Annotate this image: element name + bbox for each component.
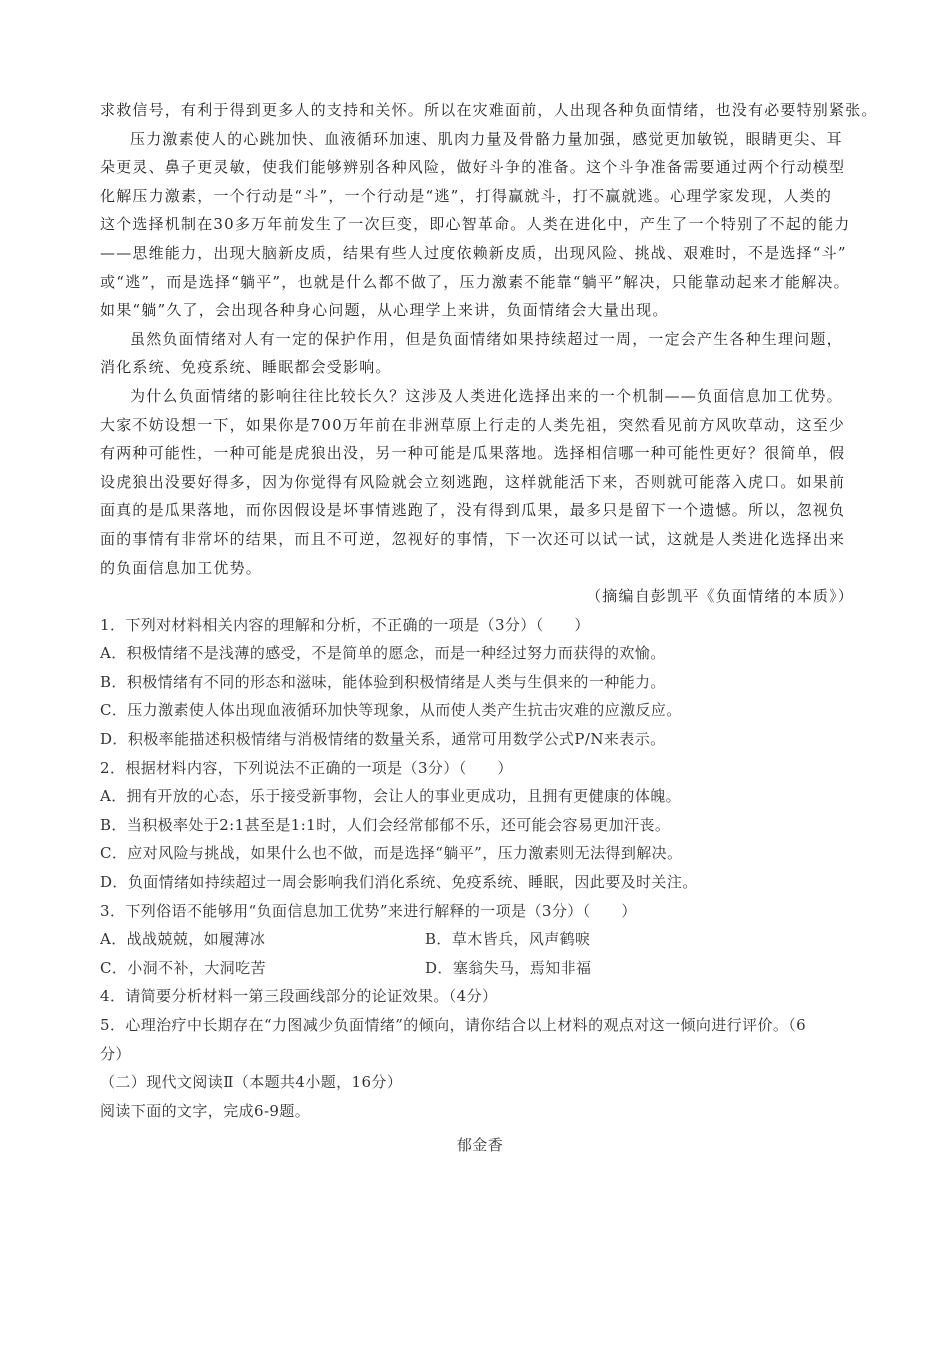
reading-passage <box>100 96 878 611</box>
question-3-option-a: A．战战兢兢，如履薄冰 <box>100 930 266 949</box>
question-3-option-b: B．草木皆兵，风声鹤唳 <box>425 930 591 949</box>
passage-line: 设虎狼出没要好得多，因为你觉得有风险就会立刻逃跑，这样就能活下来，否则就可能落入虎口。如果前 <box>100 472 846 491</box>
questions <box>100 611 860 1160</box>
page-content <box>100 96 878 1160</box>
question-2-option-b: B．当积极率处于2:1甚至是1:1时，人们会经常郁郁不乐，还可能会容易更加汗丧。 <box>100 815 671 834</box>
passage-line: 为什么负面情绪的影响往往比较长久？这涉及人类进化选择出来的一个机制——负面信息加工优势。 <box>130 386 843 405</box>
question-5-continued: 分） <box>100 1044 131 1063</box>
passage-line: 面真的是瓜果落地，而你因假设是坏事情逃跑了，没有得到瓜果，最多只是留下一个遗憾。所以，忽视负 <box>100 501 846 520</box>
question-2-option-d: D．负面情绪如持续超过一周会影响我们消化系统、免疫系统、睡眠，因此要及时关注。 <box>100 873 698 892</box>
passage-line: 的负面信息加工优势。 <box>100 558 263 577</box>
question-1-option-a: A．积极情绪不是浅薄的感受，不是简单的愿念，而是一种经过努力而获得的欢愉。 <box>100 644 666 663</box>
question-2-option-a: A．拥有开放的心态，乐于接受新事物，会让人的事业更成功，且拥有更健康的体魄。 <box>100 787 682 806</box>
passage-line: 这个选择机制在30多万年前发生了一次巨变，即心智革命。人类在进化中，产生了一个特别了不起的能力 <box>100 215 851 234</box>
article-title: 郁金香 <box>456 1136 504 1155</box>
passage-line: 求救信号，有利于得到更多人的支持和关怀。所以在灾难面前，人出现各种负面情绪，也没有必要特别紧张。 <box>100 101 878 119</box>
passage-line: 如果“躺”久了，会出现各种身心问题，从心理学上来讲，负面情绪会大量出现。 <box>100 301 669 320</box>
question-3-options-row-2 <box>100 954 860 983</box>
passage-line: 压力激素使人的心跳加快、血液循环加速、肌肉力量及骨骼力量加强，感觉更加敏锐，眼睛更尖、耳 <box>130 129 843 148</box>
passage-line: 面的事情有非常坏的结果，而且不可逆，忽视好的事情，下一次还可以试一试，这就是人类进化选择出来 <box>100 529 846 548</box>
question-3-option-c: C．小洞不补，大洞吃苦 <box>100 958 266 977</box>
question-3-options-row-1 <box>100 925 860 954</box>
question-1-option-b: B．积极情绪有不同的形态和滋味，能体验到积极情绪是人类与生俱来的一种能力。 <box>100 672 666 691</box>
passage-line: 化解压力激素，一个行动是“斗”，一个行动是“逃”，打得赢就斗，打不赢就逃。心理学家发现，人类的 <box>100 186 833 205</box>
question-4: 4．请简要分析材料一第三段画线部分的论证效果。（4分） <box>100 987 498 1006</box>
question-1-option-c: C．压力激素使人体出现血液循环加快等现象，从而使人类产生抗击灾难的应激反应。 <box>100 701 682 720</box>
passage-source: （摘编自彭凯平《负面情绪的本质》） <box>586 587 854 606</box>
question-2: 2．根据材料内容，下列说法不正确的一项是（3分）（ ） <box>100 758 513 777</box>
section-heading: （二）现代文阅读Ⅱ（本题共4小题，16分） <box>100 1073 403 1092</box>
passage-line: 或“逃”，而是选择“躺平”，也就是什么都不做了，压力激素不能靠“躺平”解决，只能靠动起来才能解决。 <box>100 272 850 291</box>
question-5: 5．心理治疗中长期存在“力图减少负面情绪”的倾向，请你结合以上材料的观点对这一倾向进行评价。（6 <box>100 1016 807 1034</box>
passage-line: 有两种可能性，一种可能是虎狼出没，另一种可能是瓜果落地。选择相信哪一种可能性更好？很简单，假 <box>100 444 846 463</box>
question-3-option-d: D．塞翁失马，焉知非福 <box>425 958 592 977</box>
section-instruction: 阅读下面的文字，完成6-9题。 <box>100 1101 311 1120</box>
passage-line: 大家不妨设想一下，如果你是700万年前在非洲草原上行走的人类先祖，突然看见前方风吹草动，这至少 <box>100 415 846 434</box>
passage-line: 朵更灵、鼻子更灵敏，使我们能够辨别各种风险，做好斗争的准备。这个斗争准备需要通过两个行动模型 <box>100 158 846 177</box>
passage-line: ——思维能力，出现大脑新皮质，结果有些人过度依赖新皮质，出现风险、挑战、艰难时，不是选择“斗” <box>100 243 847 262</box>
question-3: 3．下列俗语不能够用“负面信息加工优势”来进行解释的一项是（3分）（ ） <box>100 901 637 920</box>
question-1: 1．下列对材料相关内容的理解和分析，不正确的一项是（3分）（ ） <box>100 615 590 634</box>
question-2-option-c: C．应对风险与挑战，如果什么也不做，而是选择“躺平”，压力激素则无法得到解决。 <box>100 844 683 863</box>
passage-line: 消化系统、免疫系统、睡眠都会受影响。 <box>100 358 392 377</box>
passage-line: 虽然负面情绪对人有一定的保护作用，但是负面情绪如果持续超过一周，一定会产生各种生理问题， <box>130 329 843 348</box>
question-1-option-d: D．积极率能描述积极情绪与消极情绪的数量关系，通常可用数学公式P/N来表示。 <box>100 730 666 749</box>
